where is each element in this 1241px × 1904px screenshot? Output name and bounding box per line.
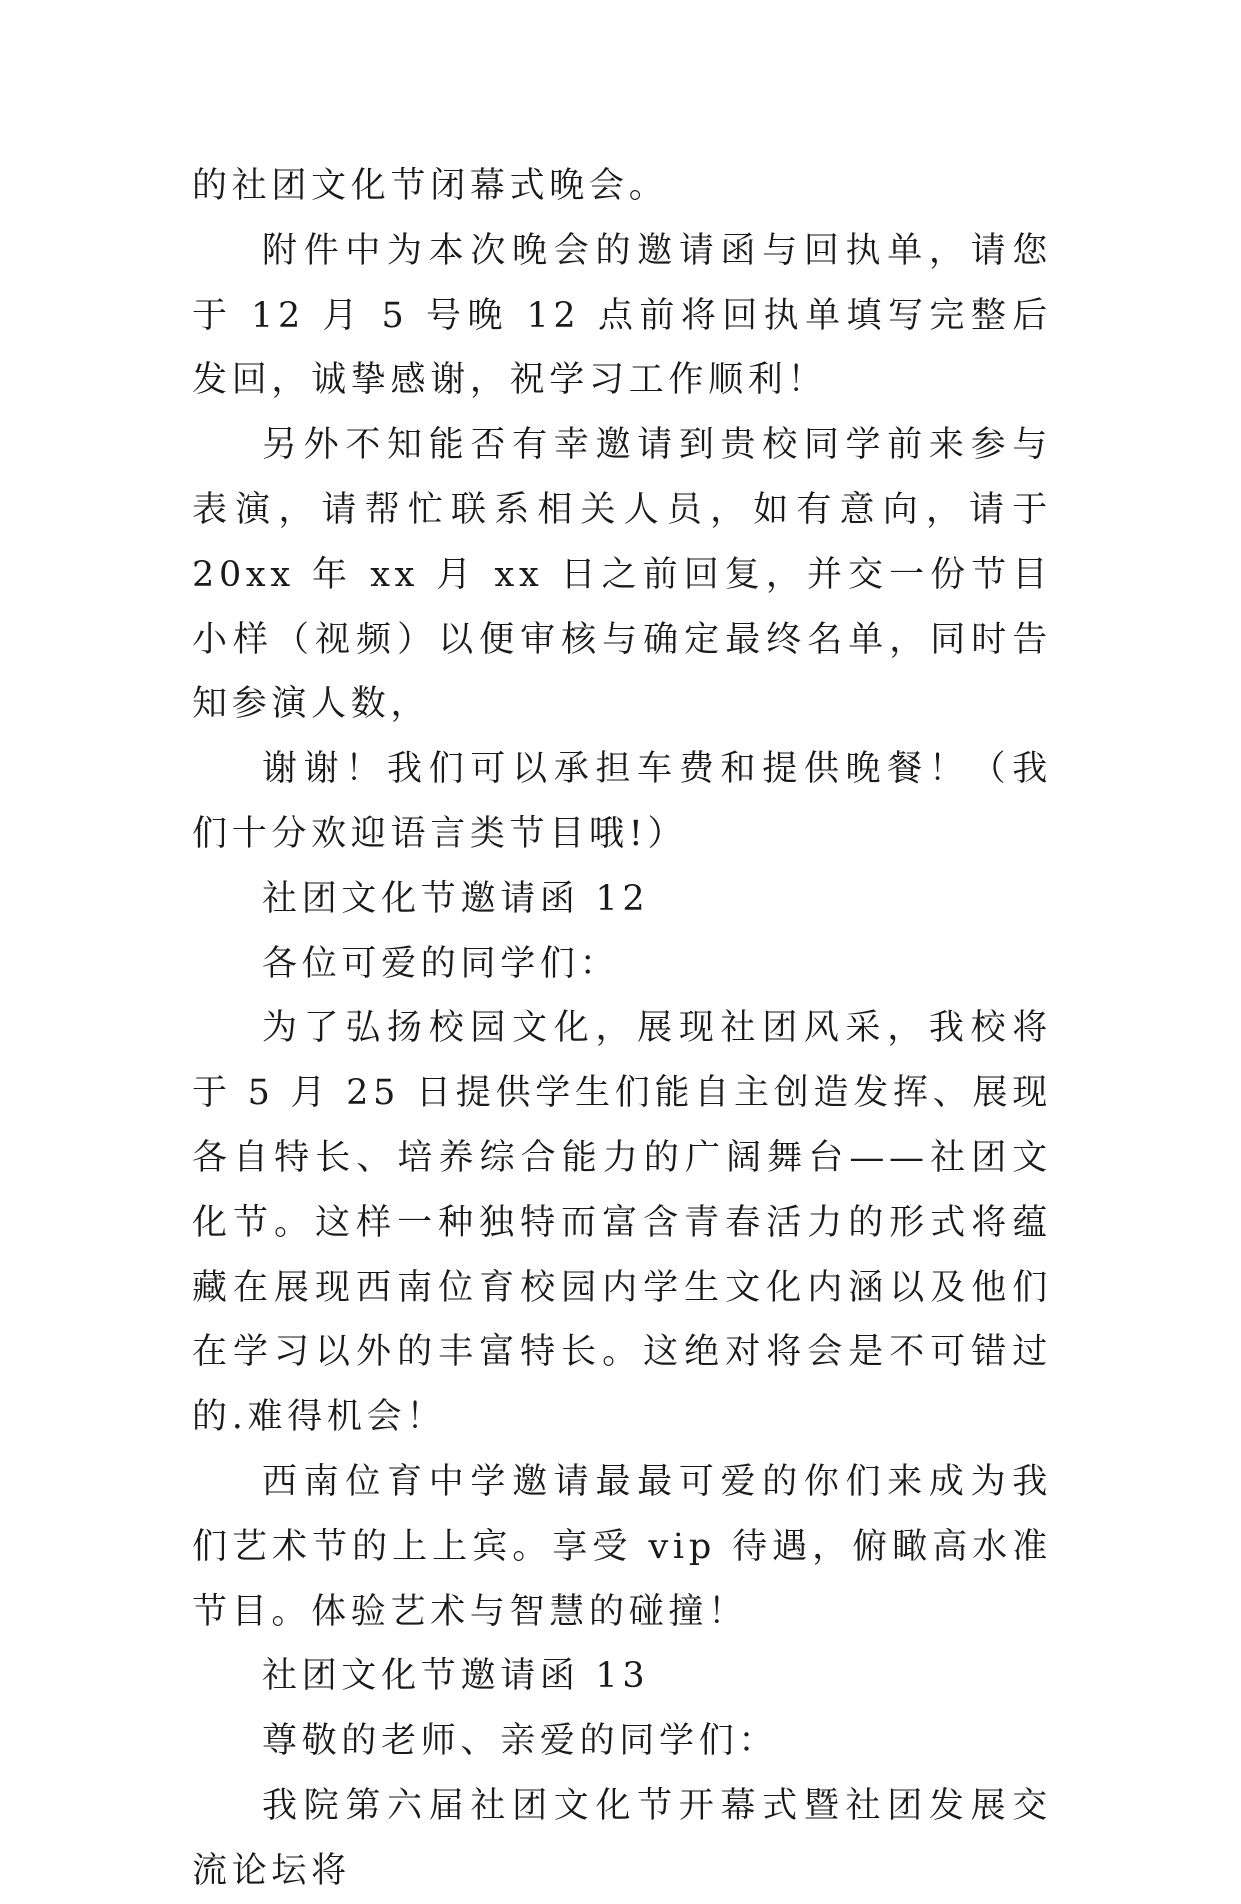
paragraph-thanks: 谢谢！我们可以承担车费和提供晚餐！（我们十分欢迎语言类节目哦!） (192, 749, 1052, 854)
section-heading-13: 社团文化节邀请函 13 (262, 1656, 650, 1697)
paragraph-invitation: 西南位育中学邀请最最可爱的你们来成为我们艺术节的上上宾。享受 vip 待遇，俯瞰高水准节目。体验艺术与智慧的碰撞！ (192, 1461, 1052, 1632)
paragraph-attachment-note: 附件中为本次晚会的邀请函与回执单，请您于 12 月 5 号晚 12 点前将回执单填写完整后发回，诚挚感谢，祝学习工作顺利！ (192, 230, 1052, 401)
paragraph-continuation: 的社团文化节闭幕式晚会。 (192, 166, 669, 206)
document-body (192, 154, 1052, 1904)
paragraph-festival-intro: 为了弘扬校园文化，展现社团风采，我校将于 5 月 25 日提供学生们能自主创造发挥、展现各自特长、培养综合能力的广阔舞台——社团文化节。这样一种独特而富含青春活力的形式将蕴藏在展现西南位育校园内学生文化内涵以及他们在学习以外的丰富特长。这绝对将会是不可错过的.难得机会！ (192, 1008, 1052, 1438)
section-heading-12: 社团文化节邀请函 12 (262, 878, 650, 919)
salutation-students: 各位可爱的同学们： (262, 943, 620, 984)
salutation-teachers-students: 尊敬的老师、亲爱的同学们： (262, 1721, 779, 1762)
paragraph-opening-ceremony: 我院第六届社团文化节开幕式暨社团发展交流论坛将 (192, 1785, 1052, 1891)
paragraph-performance-request: 另外不知能否有幸邀请到贵校同学前来参与表演，请帮忙联系相关人员，如有意向，请于 20xx 年 xx 月 xx 日之前回复，并交一份节目小样（视频）以便审核与确定最终名单，同时告知参演人数， (192, 425, 1052, 725)
